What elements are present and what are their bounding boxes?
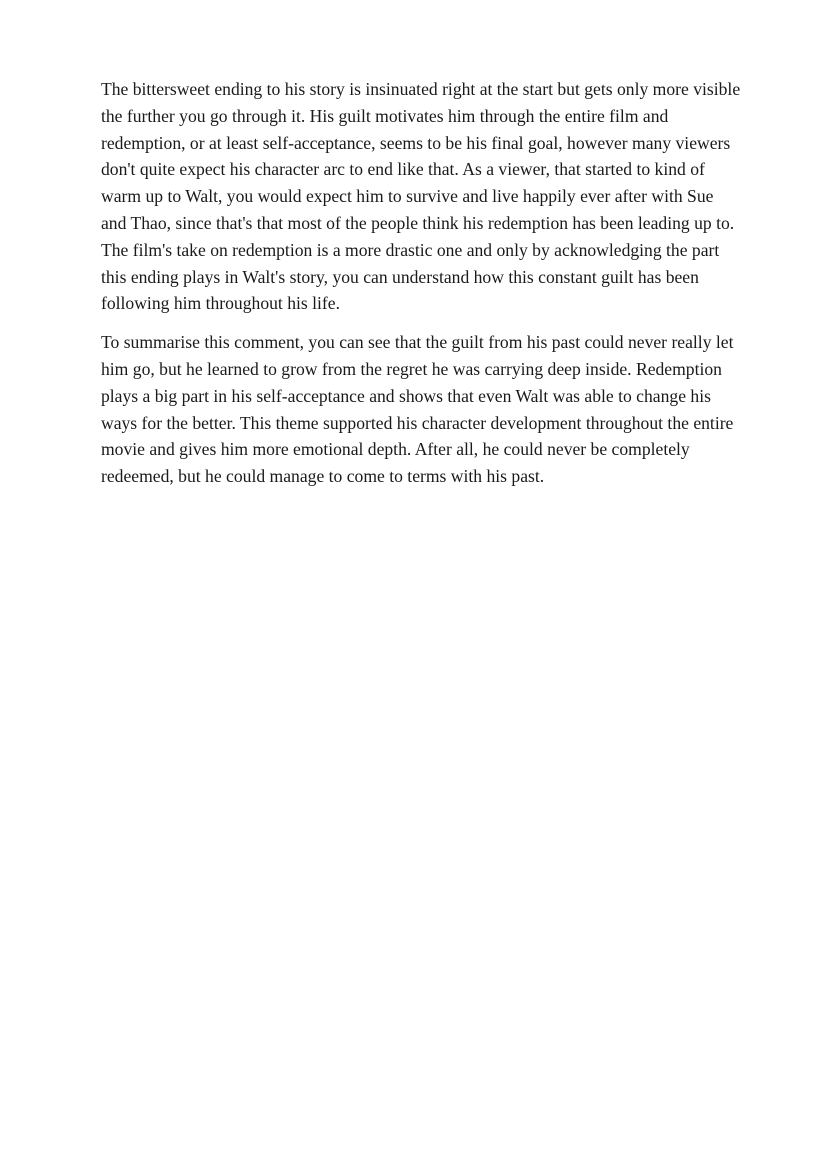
paragraph-summary: To summarise this comment, you can see that the guilt from his past could never really let him go, but he learned to grow from the regret he was carrying deep inside. Redemption plays a big part in his self-acceptance and shows that even Walt was able to change his ways for the better. This theme supported his character development throughout the entire movie and gives him more emotional depth. After all, he could never be completely redeemed, but he could manage to come to terms with his past. (101, 332, 734, 487)
paragraph-ending: The bittersweet ending to his story is insinuated right at the start but gets only more visible the further you go through it. His guilt motivates him through the entire film and redemption, or at least self-acceptance, seems to be his final goal, however many viewers don't quite expect his character arc to end like that. As a viewer, that started to kind of warm up to Walt, you would expect him to survive and live happily ever after with Sue and Thao, since that's that most of the people think his redemption has been leading up to. The film's take on redemption is a more drastic one and only by acknowledging the part this ending plays in Walt's story, you can understand how this constant guilt has been following him throughout his life. (101, 79, 741, 314)
document-body (101, 76, 741, 502)
